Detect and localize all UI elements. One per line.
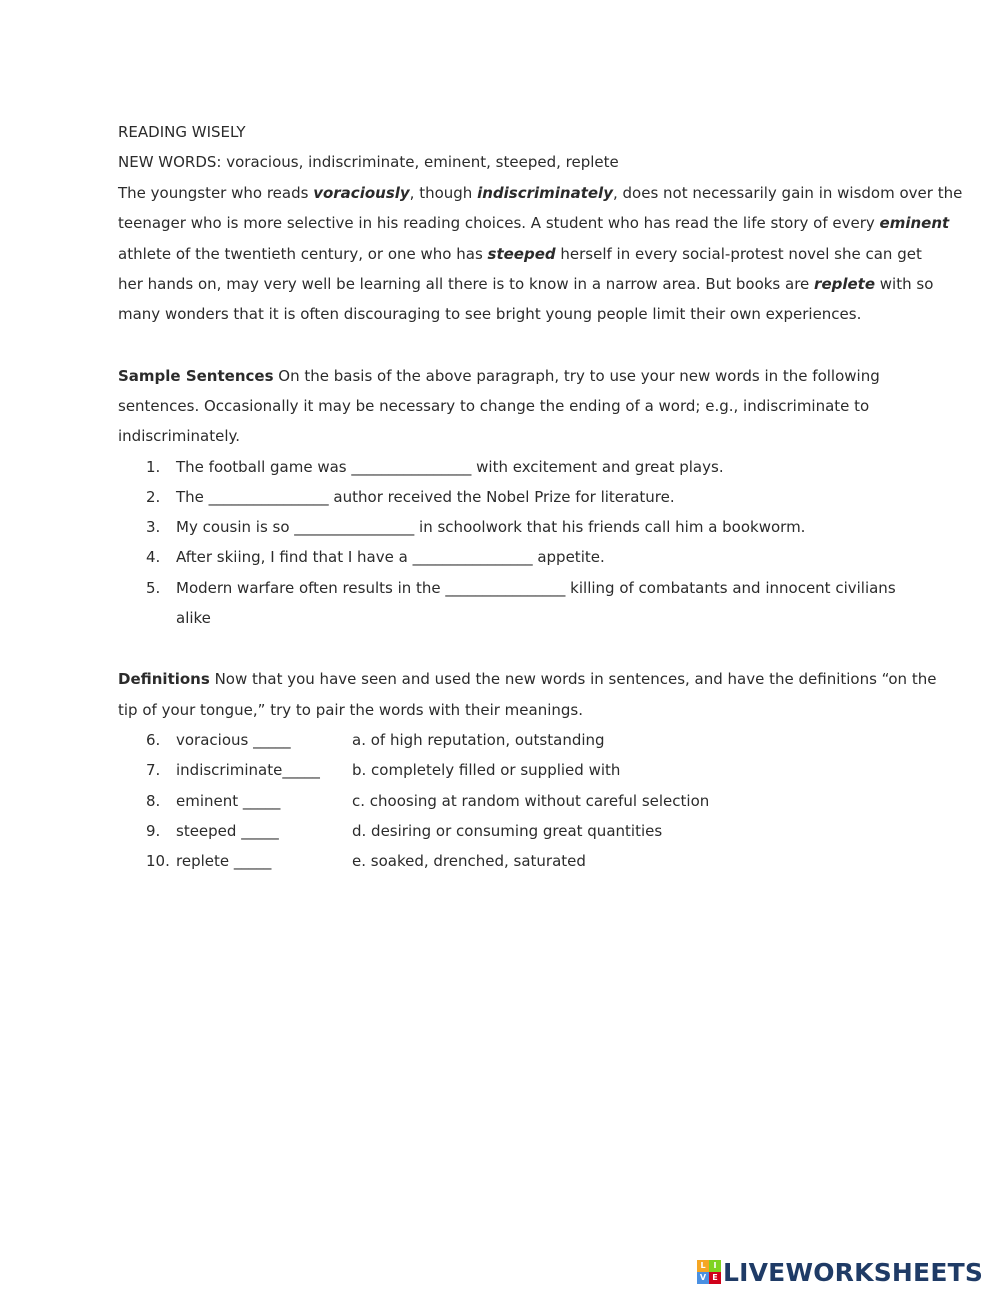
sample-intro-line: indiscriminately. — [118, 427, 241, 445]
definitions-intro-line: Definitions Now that you have seen and used the new words in sentences, and have the definitions “on the — [118, 670, 937, 688]
definition-meaning: a. of high reputation, outstanding — [352, 731, 605, 749]
highlighted-word: steeped — [487, 245, 556, 263]
paragraph-line: many wonders that it is often discouraging to see bright young people limit their own experiences. — [118, 305, 862, 323]
definition-meaning: d. desiring or consuming great quantities — [352, 822, 663, 840]
definition-word: steeped _____ — [176, 822, 279, 840]
highlighted-word: eminent — [879, 214, 950, 232]
paragraph-line: athlete of the twentieth century, or one who has steeped herself in every social-protest novel she can get — [118, 245, 922, 263]
definition-word: indiscriminate_____ — [176, 761, 320, 779]
definitions-heading: Definitions — [118, 670, 210, 688]
definition-word: voracious _____ — [176, 731, 291, 749]
definition-meaning: c. choosing at random without careful selection — [352, 792, 710, 810]
definition-meaning: e. soaked, drenched, saturated — [352, 852, 586, 870]
liveworksheets-logo — [697, 1257, 983, 1287]
liveworksheets-logo-icon: L I V E — [697, 1260, 721, 1284]
highlighted-word: indiscriminately — [477, 184, 613, 202]
definitions-intro-line: tip of your tongue,” try to pair the words with their meanings. — [118, 701, 583, 719]
sample-intro-line: sentences. Occasionally it may be necessary to change the ending of a word; e.g., indiscriminate to — [118, 397, 870, 415]
definition-word: replete _____ — [176, 852, 272, 870]
definition-word: eminent _____ — [176, 792, 281, 810]
sample-intro-line: Sample Sentences On the basis of the above paragraph, try to use your new words in the following — [118, 367, 880, 385]
liveworksheets-logo-text: LIVEWORKSHEETS — [723, 1257, 984, 1287]
paragraph-line: The youngster who reads voraciously, though indiscriminately, does not necessarily gain in wisdom over the — [118, 184, 963, 202]
paragraph-line: her hands on, may very well be learning all there is to know in a narrow area. But books are replete with so — [118, 275, 934, 293]
highlighted-word: voraciously — [313, 184, 410, 202]
worksheet-title: READING WISELY — [118, 123, 246, 141]
new-words-line: NEW WORDS: voracious, indiscriminate, eminent, steeped, replete — [118, 153, 619, 171]
highlighted-word: replete — [814, 275, 876, 293]
sample-heading: Sample Sentences — [118, 367, 274, 385]
definition-meaning: b. completely filled or supplied with — [352, 761, 621, 779]
paragraph-line: teenager who is more selective in his reading choices. A student who has read the life story of every eminent — [118, 214, 950, 232]
